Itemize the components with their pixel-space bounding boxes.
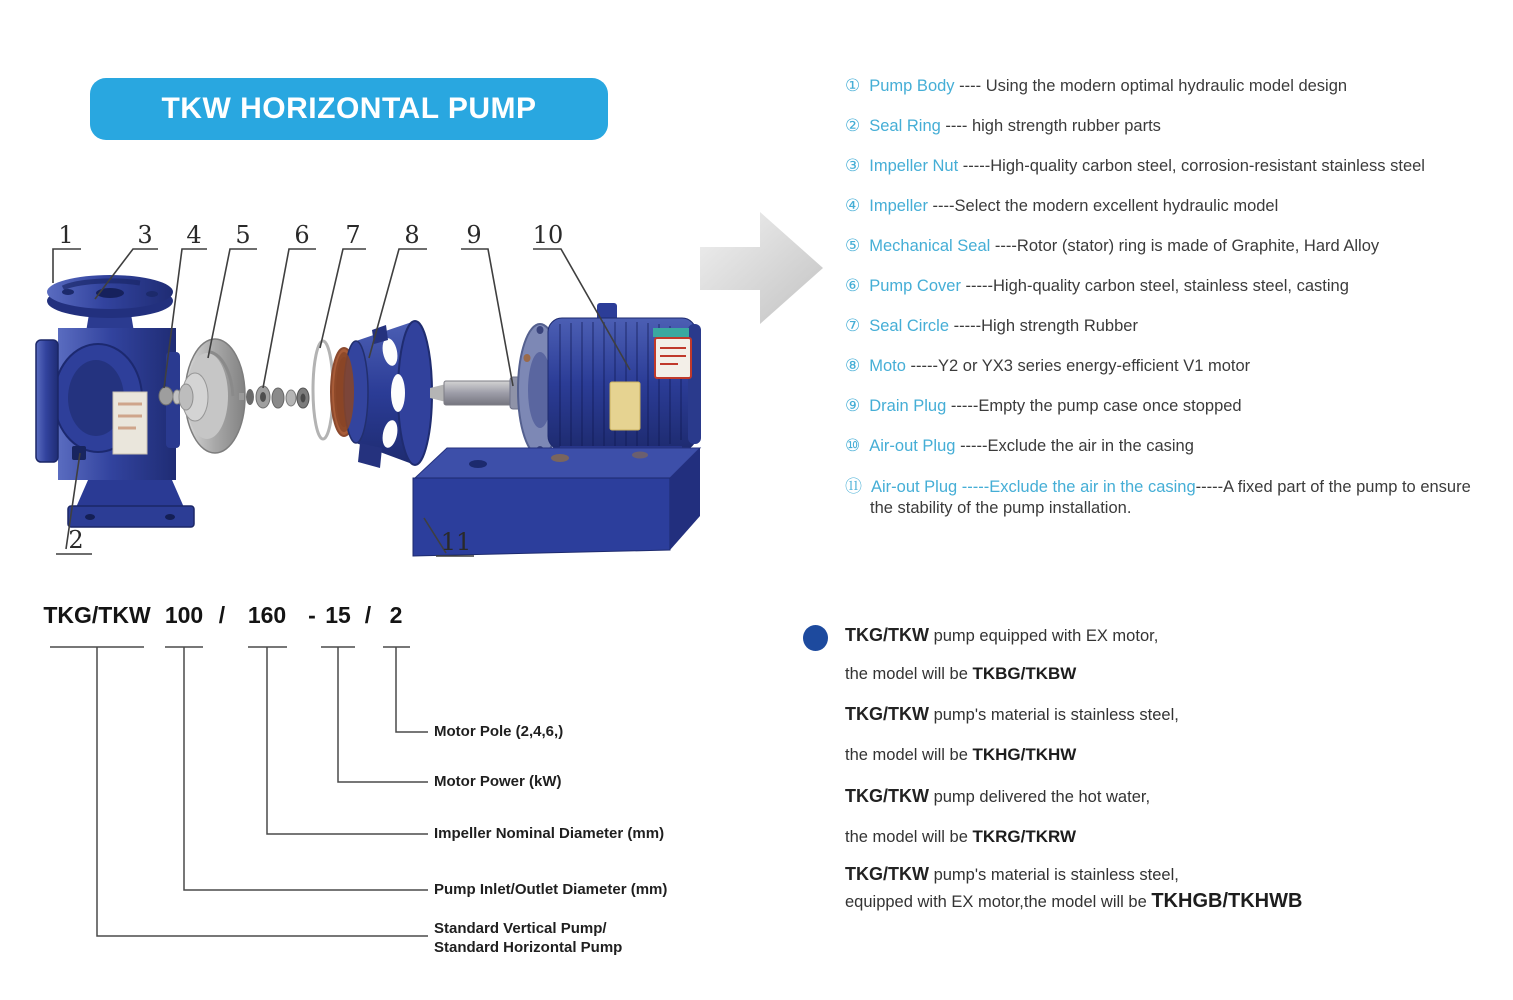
part-number: ④ — [845, 196, 861, 215]
part-number: ⑨ — [845, 396, 861, 415]
part-number: ① — [845, 76, 861, 95]
part-item-4 — [845, 196, 1495, 216]
part-name: Drain Plug — [869, 397, 947, 415]
motor-art — [430, 303, 701, 458]
part-item-9 — [845, 396, 1495, 416]
model-code-label-motor-power: Motor Power (kW) — [434, 773, 562, 790]
part-item-3 — [845, 156, 1495, 176]
part-name: Impeller Nut — [869, 157, 959, 175]
model-code-connector-lines — [30, 640, 830, 970]
part-desc: ---- Using the modern optimal hydraulic model design — [959, 77, 1348, 95]
pump-exploded-diagram — [30, 200, 840, 580]
model-code-diameter: 160 — [247, 602, 287, 628]
model-code-label-inlet-outlet: Pump Inlet/Outlet Diameter (mm) — [434, 881, 668, 898]
model-code-label-motor-pole: Motor Pole (2,4,6,) — [434, 723, 564, 740]
part-item-10 — [845, 436, 1495, 456]
model-code-label-standard-horizontal: Standard Horizontal Pump — [434, 939, 623, 956]
note-line-8: equipped with EX motor,the model will be TKHGB/TKHWB — [845, 890, 1303, 912]
title-banner — [90, 78, 608, 140]
part-desc: -----High-quality carbon steel, corrosion-resistant stainless steel — [962, 157, 1425, 175]
part-desc: -----Y2 or YX3 series energy-efficient V1 motor — [910, 357, 1251, 375]
model-code-inlet: 100 — [164, 602, 204, 628]
model-code-label-standard-vertical: Standard Vertical Pump/ — [434, 920, 607, 937]
pump-cover-art — [331, 321, 432, 468]
model-code-label-impeller-diam: Impeller Nominal Diameter (mm) — [434, 825, 665, 842]
part-item-7 — [845, 316, 1495, 336]
model-code-slash-1: / — [218, 602, 226, 628]
part-desc: -----High strength Rubber — [953, 317, 1138, 335]
note-bullet-icon — [803, 625, 828, 651]
seal-circle-art — [313, 341, 333, 439]
model-code-power: 15 — [325, 602, 351, 628]
part-item-6 — [845, 276, 1495, 296]
part-callout-8: 8 — [404, 221, 420, 249]
part-item-1 — [845, 76, 1495, 96]
part-item-2 — [845, 116, 1495, 136]
part-callout-3: 3 — [137, 221, 153, 249]
part-desc: -----A fixed part of the pump to ensure the stability of the pump installation. — [870, 478, 1471, 517]
impeller-nut-art — [159, 387, 181, 405]
part-desc: ----Select the modern excellent hydraulic model — [932, 197, 1279, 215]
page-title: TKW HORIZONTAL PUMP — [161, 92, 537, 125]
part-desc: ---- high strength rubber parts — [945, 117, 1161, 135]
part-callout-1: 1 — [58, 221, 74, 249]
part-name: Impeller — [869, 197, 928, 215]
part-callout-10: 10 — [532, 221, 564, 249]
part-number: ② — [845, 116, 861, 135]
part-name: Pump Body — [869, 77, 955, 95]
part-number: ⑩ — [845, 436, 861, 455]
model-code-pole: 2 — [389, 602, 403, 628]
transition-arrow-icon — [700, 212, 823, 324]
part-name: Seal Circle — [869, 317, 950, 335]
note-line-3: TKG/TKW pump's material is stainless steel, — [845, 704, 1179, 724]
part-number: ⑧ — [845, 356, 861, 375]
part-number: ⑪ — [845, 477, 862, 496]
part-callout-9: 9 — [466, 221, 482, 249]
part-number: ③ — [845, 156, 861, 175]
part-name: Moto — [869, 357, 906, 375]
note-line-6: the model will be TKRG/TKRW — [845, 827, 1077, 846]
part-callout-5: 5 — [235, 221, 251, 249]
note-line-5: TKG/TKW pump delivered the hot water, — [845, 786, 1151, 806]
parts-list — [845, 76, 1495, 539]
part-callout-7: 7 — [345, 221, 361, 249]
part-name: Mechanical Seal — [869, 237, 991, 255]
part-callout-4: 4 — [186, 221, 202, 249]
note-line-2: the model will be TKBG/TKBW — [845, 664, 1077, 683]
part-name: Air-out Plug — [869, 437, 956, 455]
part-callout-6: 6 — [294, 221, 310, 249]
part-desc: -----Exclude the air in the casing — [960, 437, 1194, 455]
note-line-7: TKG/TKW pump's material is stainless steel, — [845, 864, 1179, 884]
model-code-slash-2: / — [364, 602, 372, 628]
part-callout-2: 2 — [68, 526, 84, 554]
part-item-11 — [845, 476, 1495, 519]
impeller-art — [179, 339, 245, 453]
part-callout-11: 11 — [440, 528, 472, 556]
model-code-series: TKG/TKW — [43, 602, 151, 628]
mechanical-seal-art — [239, 386, 309, 408]
part-number: ⑥ — [845, 276, 861, 295]
part-item-8 — [845, 356, 1495, 376]
part-name: Seal Ring — [869, 117, 941, 135]
part-number: ⑤ — [845, 236, 861, 255]
part-number: ⑦ — [845, 316, 861, 335]
note-line-4: the model will be TKHG/TKHW — [845, 745, 1077, 764]
part-desc: -----Empty the pump case once stopped — [950, 397, 1242, 415]
model-code-dash: - — [308, 602, 316, 628]
part-desc: -----High-quality carbon steel, stainless steel, casting — [965, 277, 1349, 295]
note-line-1: TKG/TKW pump equipped with EX motor, — [845, 625, 1159, 645]
part-desc: ----Rotor (stator) ring is made of Graphite, Hard Alloy — [994, 237, 1380, 255]
part-name: Pump Cover — [869, 277, 961, 295]
part-name: Air-out Plug -----Exclude the air in the casing — [871, 478, 1196, 496]
part-item-5 — [845, 236, 1495, 256]
